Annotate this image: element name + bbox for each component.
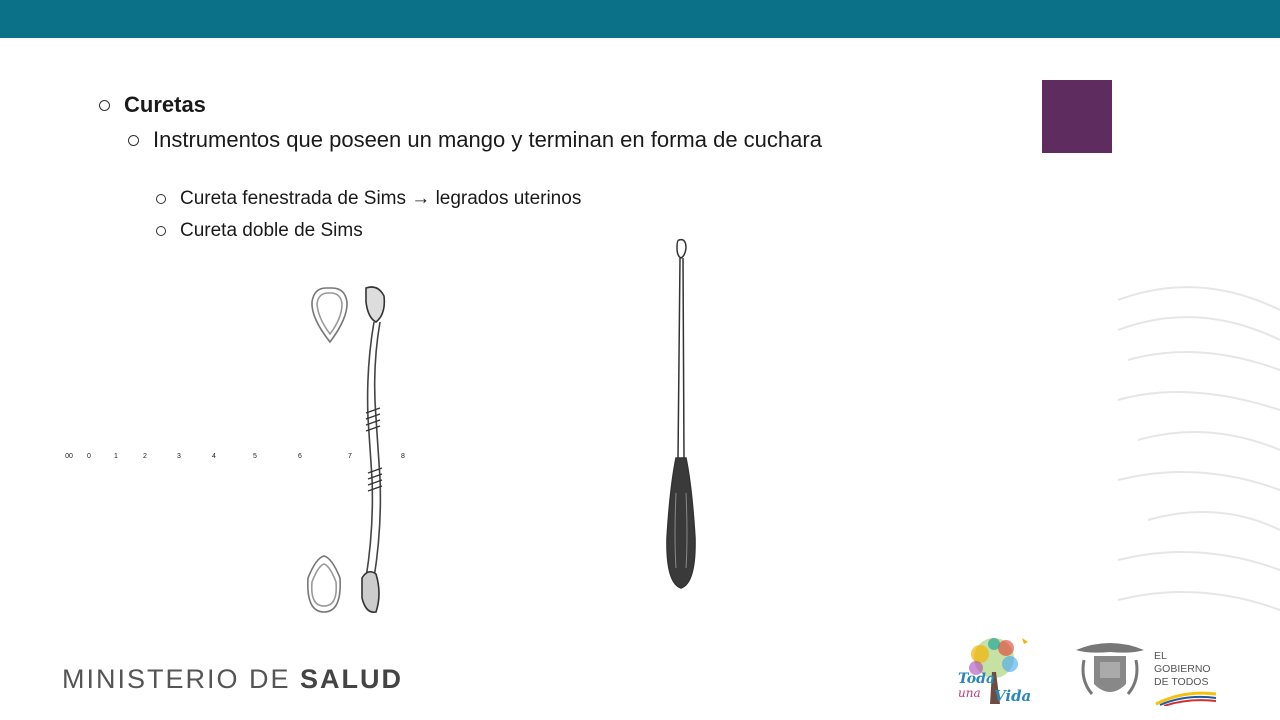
item-fenestrada-text: Cureta fenestrada de Sims → legrados uterinos [180, 188, 582, 209]
fenestrated-curette-illustration [650, 238, 1080, 593]
gobierno-line-3: DE TODOS [1154, 676, 1209, 688]
accent-square [1042, 80, 1112, 153]
logo-text-vida: Vida [994, 687, 1032, 705]
bullet-circle-icon [156, 226, 166, 236]
size-label: 00 [65, 453, 73, 460]
ministerio-salud-logo [62, 664, 403, 695]
gobierno-de-todos-logo [1070, 640, 1220, 710]
bullet-circle-icon [128, 135, 139, 146]
size-label: 0 [87, 453, 91, 460]
gobierno-line-1: EL [1154, 650, 1167, 662]
item-doble-text: Cureta doble de Sims [180, 220, 363, 241]
heading-curetas: Curetas [124, 92, 206, 117]
gobierno-text [1154, 650, 1211, 689]
flag-swoosh-icon [1154, 690, 1218, 706]
size-label: 1 [114, 453, 118, 460]
size-label: 4 [212, 453, 216, 460]
bullet-item-fenestrada [156, 188, 581, 210]
definition-text: Instrumentos que poseen un mango y terminan en forma de cuchara [153, 127, 822, 152]
bullet-item-doble [156, 220, 363, 242]
size-label: 3 [177, 453, 181, 460]
logo-text-una: una [958, 686, 981, 700]
coat-of-arms-icon [1070, 640, 1150, 706]
size-label: 2 [143, 453, 147, 460]
brand-text-bold: SALUD [300, 664, 404, 694]
bullet-circle-icon [156, 194, 166, 204]
brand-text-thin: MINISTERIO DE [62, 664, 301, 694]
double-curette-illustration [296, 278, 396, 618]
bullet-curetas [99, 92, 206, 118]
top-bar [0, 0, 1280, 38]
toda-una-vida-logo [948, 634, 1040, 712]
gobierno-line-2: GOBIERNO [1154, 663, 1211, 675]
bullet-circle-icon [99, 100, 110, 111]
bullet-definition [128, 127, 822, 153]
size-label: 5 [253, 453, 257, 460]
size-label: 8 [401, 453, 405, 460]
decorative-background-pattern [1108, 270, 1280, 630]
logo-text-toda: Toda [958, 671, 996, 687]
size-label: 6 [298, 453, 302, 460]
size-label: 7 [348, 453, 352, 460]
